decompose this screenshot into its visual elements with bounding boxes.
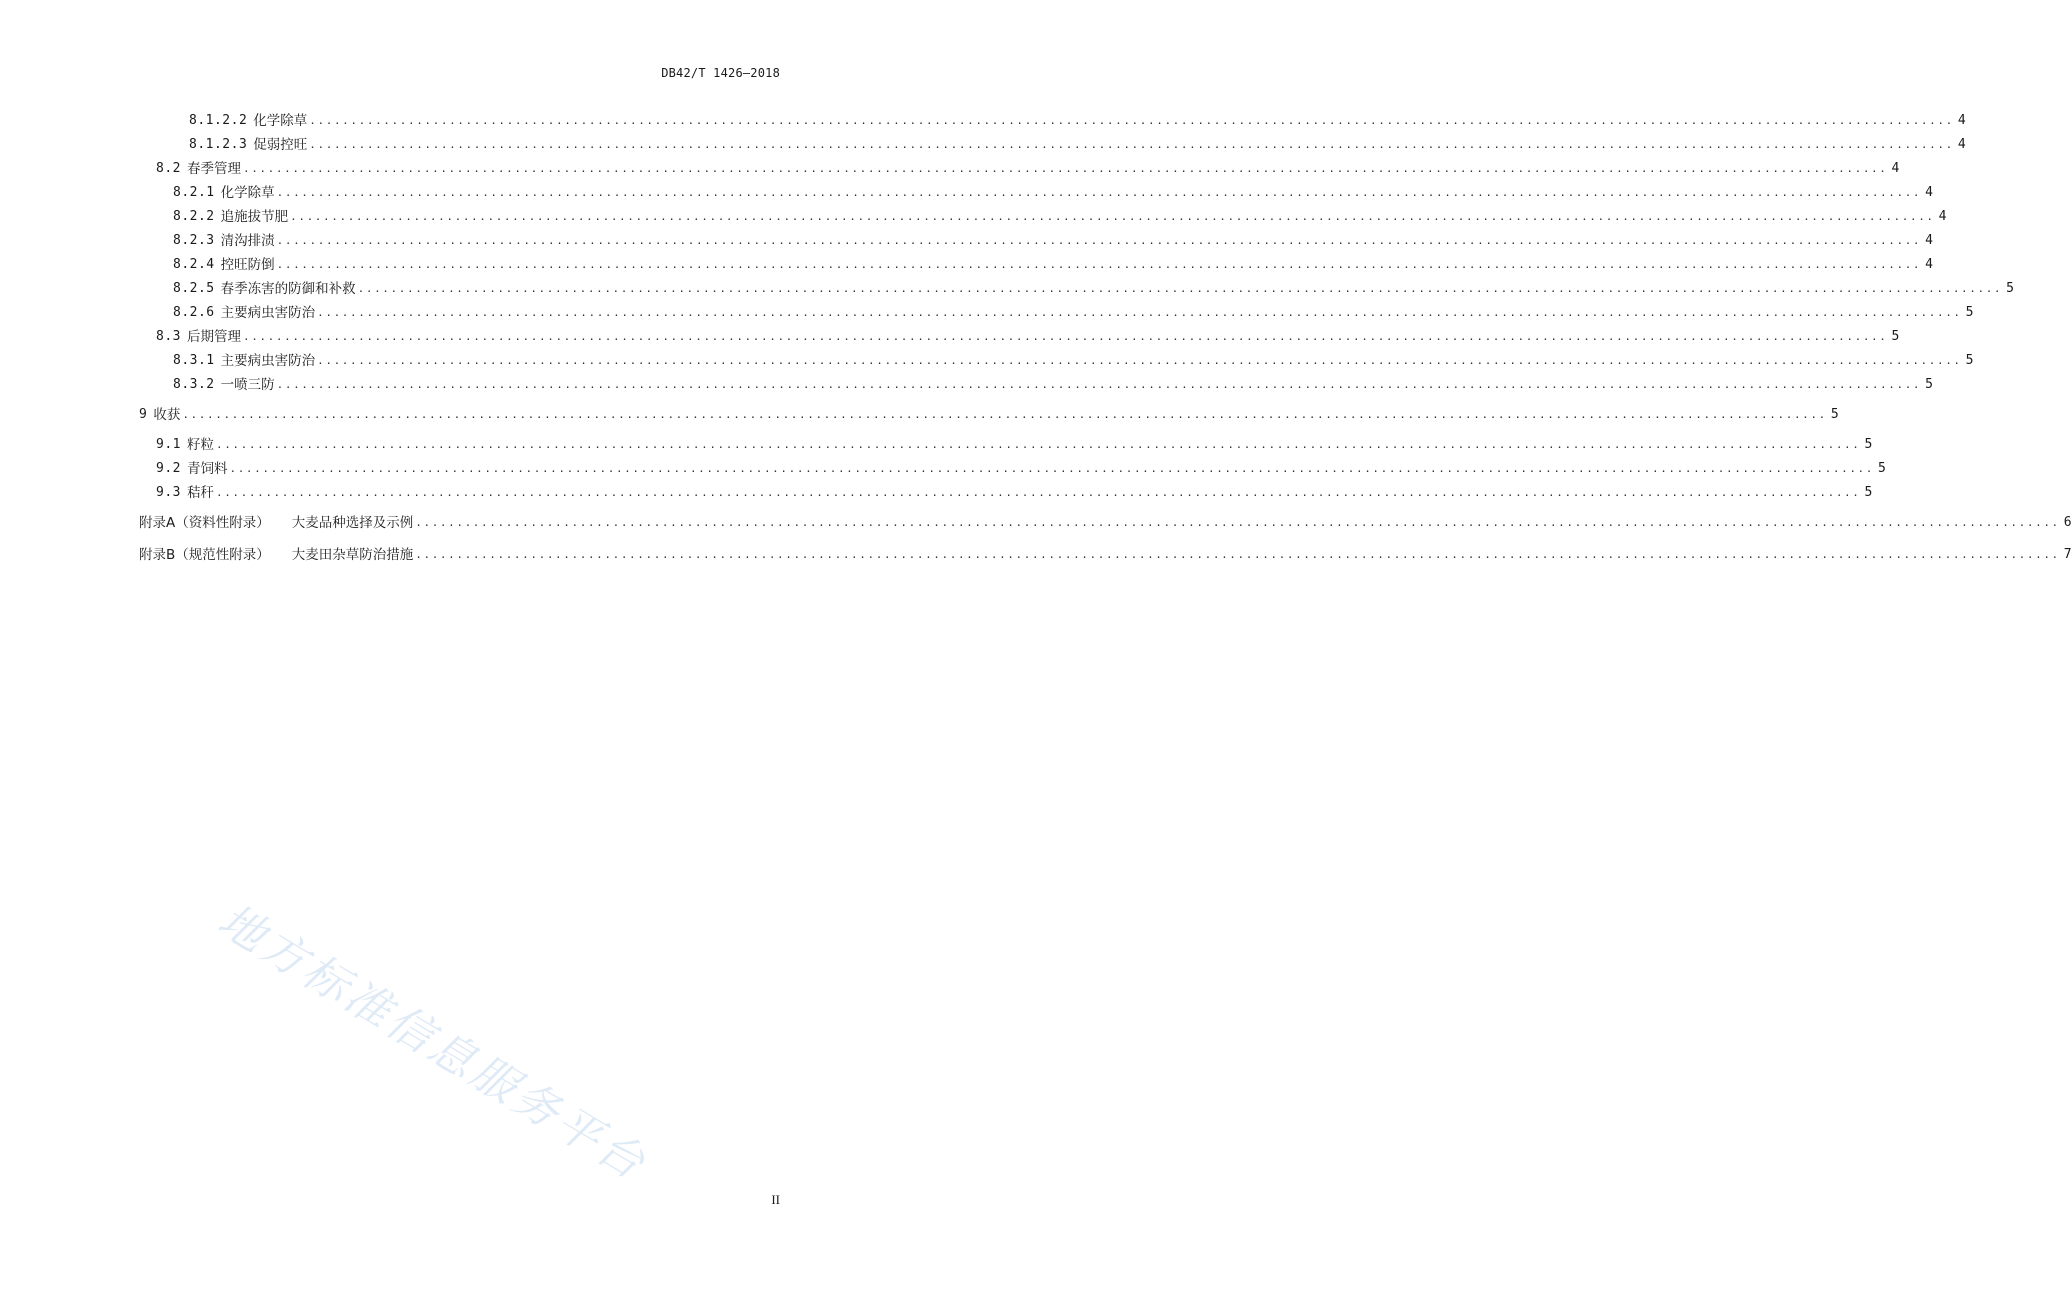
toc-entry-page: 4 — [1891, 161, 1900, 176]
toc-entry-page: 5 — [1864, 437, 1873, 452]
toc-entry-title: 追施拔节肥 — [220, 209, 289, 225]
toc-entry-leader-dots: ........................................................................................................................................................................................................ — [415, 548, 2060, 561]
toc-entry-page: 5 — [1925, 377, 1933, 392]
toc-entry-title: 大麦品种选择及示例 — [291, 515, 414, 531]
toc-entry-number: 8.2.3 — [173, 233, 215, 248]
toc-entry-leader-dots: ........................................................................................................................................................................................................ — [276, 258, 1922, 271]
toc-entry-leader-dots: ........................................................................................................................................................................................................ — [215, 438, 1861, 451]
toc-entry[interactable] — [189, 113, 1966, 129]
toc-entry-title: 春季冻害的防御和补救 — [220, 281, 356, 297]
toc-entry-page: 5 — [1864, 485, 1873, 500]
toc-entry-page: 4 — [1957, 113, 1966, 128]
toc-entry-page: 5 — [1891, 329, 1900, 344]
toc-entry-number: 8.3.1 — [173, 353, 215, 368]
toc-entry-number: 8.1.2.2 — [189, 113, 248, 128]
toc-entry-leader-dots: ........................................................................................................................................................................................................ — [242, 330, 1888, 343]
toc-entry[interactable] — [189, 137, 1966, 153]
toc-entry-title: 主要病虫害防治 — [220, 305, 316, 321]
toc-entry-title: 促弱控旺 — [253, 137, 308, 153]
toc-entry-page: 4 — [1925, 233, 1933, 248]
toc-entry[interactable] — [156, 485, 1873, 501]
toc-entry-title: 主要病虫害防治 — [220, 353, 316, 369]
toc-entry-leader-dots: ........................................................................................................................................................................................................ — [276, 186, 1922, 199]
toc-entry[interactable] — [156, 437, 1873, 453]
toc-entry-title: 大麦田杂草防治措施 — [291, 547, 414, 563]
toc-entry-page: 5 — [1965, 353, 1974, 368]
toc-entry-leader-dots: ........................................................................................................................................................................................................ — [317, 306, 1962, 319]
toc-entry[interactable] — [156, 461, 1886, 477]
toc-entry-leader-dots: ........................................................................................................................................................................................................ — [242, 162, 1888, 175]
toc-entry-page: 4 — [1938, 209, 1947, 224]
toc-entry-number: 8.2 — [156, 161, 181, 176]
toc-entry-leader-dots: ........................................................................................................................................................................................................ — [357, 282, 2003, 295]
toc-entry-leader-dots: ........................................................................................................................................................................................................ — [317, 354, 1962, 367]
toc-entry-title: 春季管理 — [186, 161, 241, 177]
watermark: 地方标准信息服务平台 — [209, 893, 657, 1192]
toc-entry-leader-dots: ........................................................................................................................................................................................................ — [215, 486, 1861, 499]
toc-entry-number: 附录B（规范性附录） — [139, 547, 270, 563]
toc-entry[interactable] — [156, 329, 1900, 345]
toc-entry-leader-dots: ........................................................................................................................................................................................................ — [309, 114, 1954, 127]
toc-entry-page: 4 — [1957, 137, 1966, 152]
toc-entry-number: 8.2.2 — [173, 209, 215, 224]
toc-entry-number: 8.1.2.3 — [189, 137, 248, 152]
toc-entry[interactable] — [173, 353, 1974, 369]
toc-entry-leader-dots: ........................................................................................................................................................................................................ — [309, 138, 1954, 151]
toc-entry-title: 清沟排渍 — [220, 233, 275, 249]
toc-entry-number: 8.2.1 — [173, 185, 215, 200]
toc-entry[interactable] — [173, 233, 1933, 249]
toc-entry[interactable] — [173, 257, 1933, 273]
toc-entry-page: 5 — [1965, 305, 1974, 320]
toc-entry[interactable] — [139, 515, 2072, 531]
toc-entry-page: 4 — [1925, 257, 1933, 272]
toc-entry-page: 5 — [2006, 281, 2014, 296]
toc-entry[interactable] — [173, 209, 1947, 225]
toc-entry-number: 8.2.4 — [173, 257, 215, 272]
toc-entry-page: 5 — [1878, 461, 1886, 476]
toc-entry-number: 9.1 — [156, 437, 181, 452]
toc-entry[interactable] — [173, 281, 2014, 297]
toc-entry-title: 化学除草 — [220, 185, 275, 201]
toc-entry-title: 控旺防倒 — [220, 257, 275, 273]
toc-entry-page: 4 — [1925, 185, 1933, 200]
toc-entry-leader-dots: ........................................................................................................................................................................................................ — [229, 462, 1874, 475]
toc-entry-number: 8.3.2 — [173, 377, 215, 392]
toc-entry-title: 后期管理 — [186, 329, 241, 345]
toc-entry-page: 5 — [1830, 407, 1839, 422]
toc-entry-leader-dots: ........................................................................................................................................................................................................ — [276, 378, 1922, 391]
toc-entry-leader-dots: ........................................................................................................................................................................................................ — [276, 234, 1922, 247]
toc-entry-number: 9.3 — [156, 485, 181, 500]
toc-entry-page: 6 — [2063, 515, 2072, 530]
toc-entry-number: 9 — [139, 407, 148, 422]
toc-entry-title: 收获 — [153, 407, 181, 423]
toc-entry[interactable] — [156, 161, 1900, 177]
toc-entry-number: 8.3 — [156, 329, 181, 344]
toc-entry-number: 附录A（资料性附录） — [139, 515, 270, 531]
toc-entry-leader-dots: ........................................................................................................................................................................................................ — [415, 516, 2060, 529]
toc-entry[interactable] — [139, 407, 1839, 423]
toc-entry[interactable] — [173, 185, 1933, 201]
toc-entry-number: 9.2 — [156, 461, 181, 476]
toc-entry[interactable] — [139, 547, 2072, 563]
toc-entry-title: 籽粒 — [186, 437, 214, 453]
toc-entry-page: 7 — [2063, 547, 2072, 562]
toc-entry-leader-dots: ........................................................................................................................................................................................................ — [290, 210, 1935, 223]
toc-entry-title: 青饲料 — [186, 461, 228, 477]
toc-entry-number: 8.2.6 — [173, 305, 215, 320]
toc-entry-leader-dots: ........................................................................................................................................................................................................ — [182, 408, 1827, 421]
toc-entry-number: 8.2.5 — [173, 281, 215, 296]
toc-entry-title: 一喷三防 — [220, 377, 275, 393]
toc-entry[interactable] — [173, 377, 1933, 393]
toc-entry-title: 化学除草 — [253, 113, 308, 129]
toc-entry[interactable] — [173, 305, 1974, 321]
page-number: II — [771, 1192, 780, 1207]
document-code: DB42/T 1426—2018 — [661, 66, 780, 80]
toc-entry-title: 秸秆 — [186, 485, 214, 501]
